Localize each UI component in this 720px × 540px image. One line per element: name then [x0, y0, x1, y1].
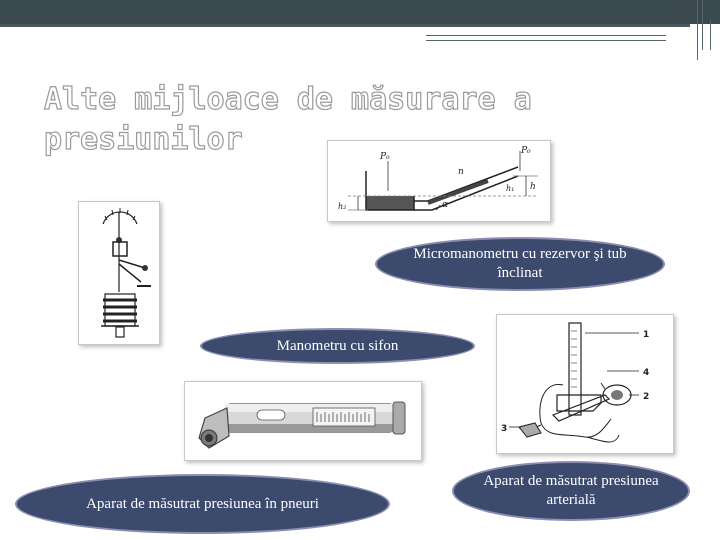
- micromanometer-image: [327, 140, 551, 222]
- caption-blood-pressure: Aparat de măsutrat presiunea arterială: [452, 461, 690, 521]
- label-n: n: [458, 167, 464, 177]
- slide-number: 13: [681, 6, 694, 21]
- gauge-scale: [313, 408, 375, 426]
- side-line-3: [710, 20, 711, 50]
- label-h: h: [530, 182, 536, 192]
- reservoir-liquid: [366, 196, 414, 210]
- caption-tire-gauge: Aparat de măsutrat presiunea în pneuri: [15, 474, 390, 534]
- stethoscope-head: [519, 423, 541, 437]
- top-bar-underline: [0, 24, 690, 27]
- siphon-manometer-image: [78, 201, 160, 345]
- label-h2: h₂: [338, 202, 347, 211]
- tire-gauge-diagram: [185, 382, 421, 460]
- accent-line: [426, 35, 666, 36]
- caption-siphon-manometer: Manometru cu sifon: [200, 328, 475, 364]
- label-alpha: α: [442, 200, 449, 210]
- accent-line-short: [426, 40, 666, 41]
- top-bar: [0, 0, 720, 24]
- dial-arc: [103, 212, 137, 224]
- gauge-end-cap: [393, 402, 405, 434]
- inclined-tube-bottom: [414, 176, 518, 210]
- side-line: [697, 0, 698, 60]
- label-p0-left: P₀: [380, 152, 390, 162]
- gauge-logo: [257, 410, 285, 420]
- blood-pressure-image: [496, 314, 674, 454]
- siphon-manometer-diagram: [79, 202, 159, 344]
- label-1: 1: [643, 330, 650, 340]
- side-line-2: [702, 0, 703, 50]
- tire-gauge-image: [184, 381, 422, 461]
- label-p0-right: P₀: [521, 146, 531, 156]
- slide-title: Alte mijloace de măsurare a presiunilor: [44, 82, 532, 157]
- label-2: 2: [643, 392, 650, 402]
- device-case: [557, 395, 601, 411]
- label-h1: h₁: [506, 184, 515, 193]
- caption-micromanometer: Micromanometru cu rezervor şi tub înclinat: [375, 237, 665, 291]
- micromanometer-diagram: [328, 141, 550, 221]
- mercury-column: [569, 323, 581, 415]
- blood-pressure-diagram: [497, 315, 673, 453]
- label-4: 4: [643, 368, 650, 378]
- label-3: 3: [501, 424, 508, 434]
